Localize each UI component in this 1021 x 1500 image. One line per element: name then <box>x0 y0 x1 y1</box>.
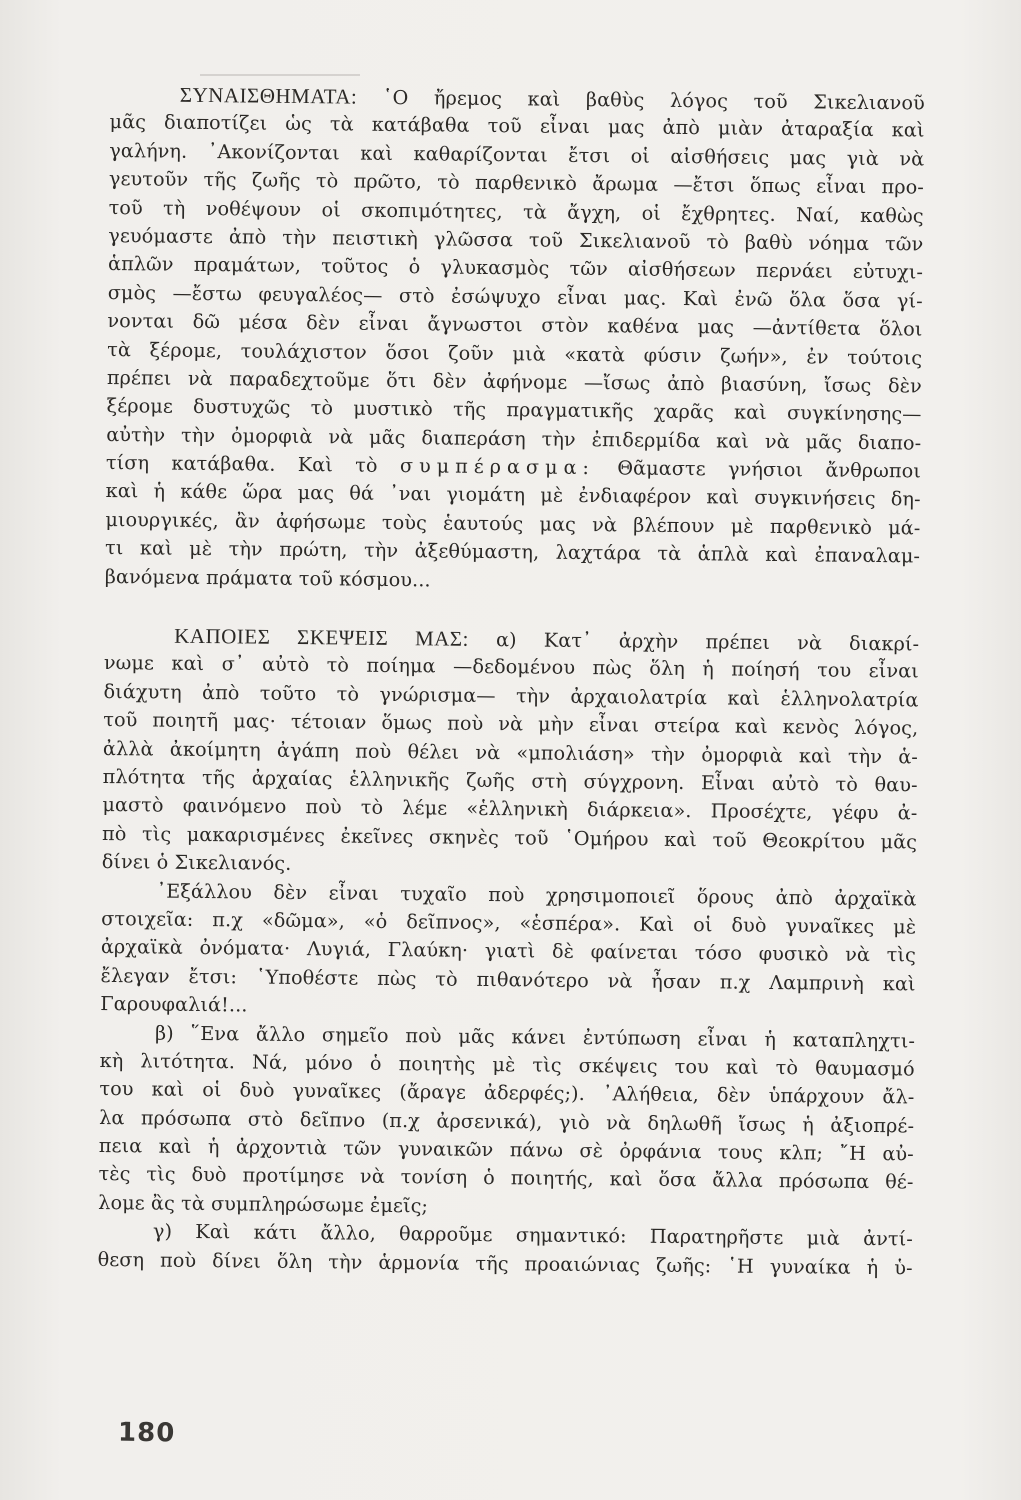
p3-line-2: στοιχεῖα: π.χ «δῶμα», «ὁ δεῖπνος», «ἑσπέρα». Καὶ οἱ δυὸ γυναῖκες μὲ <box>101 906 917 939</box>
p1-line-4: γευτοῦν τῆς ζωῆς τὸ πρῶτο, τὸ παρθενικὸ ἄρωμα —ἔτσι ὅπως εἶναι προ- <box>108 167 925 199</box>
emphasis-spaced-word: συμπέρασμα: <box>399 454 596 480</box>
p1-line-12: ξέρομε δυστυχῶς τὸ μυστικὸ τῆς πραγματικῆς χαρᾶς καὶ συγκίνησης— <box>106 394 922 426</box>
p2-heading: ΚΑΠΟΙΕΣ ΣΚΕΨΕΙΣ ΜΑΣ: <box>174 623 470 651</box>
p4-line-7: λομε ἂς τὰ συμπληρώσωμε ἐμεῖς; <box>98 1190 429 1218</box>
p1-line-11: πρέπει νὰ παραδεχτοῦμε ὅτι δὲν ἀφήνομε —ἴσως ἀπὸ βιασύνη, ἴσως δὲν <box>106 365 922 398</box>
p1-line-15: καὶ ἡ κάθε ὥρα μας θά ᾿ναι γιομάτη μὲ ἐνδιαφέρον καὶ συγκινήσεις δη- <box>105 479 921 511</box>
p2-line-3: διάχυτη ἀπὸ τοῦτο τὸ γνώρισμα— τὴν ἀρχαιολατρία καὶ ἑλληνολατρία <box>103 679 919 712</box>
p3-line-4: ἔλεγαν ἔτσι: ῾Υποθέστε πὼς τὸ πιθανότερο νὰ ἦσαν π.χ Λαμπρινὴ καὶ <box>100 963 916 996</box>
p2-line-5: ἀλλὰ ἀκοίμητη ἀγάπη ποὺ θέλει νὰ «μπολιάση» τὴν ὀμορφιὰ καὶ τὴν ἁ- <box>102 736 919 769</box>
p1-line-16: μιουργικές, ἂν ἀφήσωμε τοὺς ἑαυτούς μας νὰ βλέπουν μὲ παρθενικὸ μά- <box>105 507 921 540</box>
p4-line-2: κὴ λιτότητα. Νά, μόνο ὁ ποιητὴς μὲ τὶς σκέψεις του καὶ τὸ θαυμασμό <box>99 1048 915 1081</box>
p3-line-3: ἀρχαϊκὰ ὀνόματα· Λυγιά, Γλαύκη· γιατὶ δὲ φαίνεται τόσο φυσικὸ νὰ τὶς <box>100 935 916 967</box>
p1-line-13: αὐτὴν τὴν ὀμορφιὰ νὰ μᾶς διαπεράση τὴν ἐπιδερμίδα καὶ νὰ μᾶς διαπο- <box>106 422 922 455</box>
p1-heading: ΣΥΝΑΙΣΘΗΜΑΤΑ: <box>179 82 358 109</box>
page-number: 180 <box>117 1417 176 1449</box>
p1-line-14: τίση κατάβαθα. Καὶ τὸ συμπέρασμα: Θᾶμαστε γνήσιοι ἄνθρωποι <box>105 451 922 483</box>
p1-line-10: τὰ ξέρομε, τουλάχιστον ὅσοι ζοῦν μιὰ «κατὰ φύσιν ζωήν», ἐν τούτοις <box>107 337 923 370</box>
p2-line-7: μαστὸ φαινόμενο ποὺ τὸ λέμε «ἑλληνικὴ διάρκεια». Προσέχτε, γέφυ ἀ- <box>102 793 918 825</box>
p1-line-3: γαλήνη. ᾿Ακονίζονται καὶ καθαρίζονται ἔτσι οἱ αἰσθήσεις μας γιὰ νὰ <box>109 138 925 171</box>
p4-line-4: λα πρόσωπα στὸ δεῖπνο (π.χ ἀρσενικά), γιὸ νὰ δηλωθῆ ἴσως ἡ ἀξιοπρέ- <box>99 1105 915 1138</box>
p5-line-2: θεση ποὺ δίνει ὅλη τὴν ἁρμονία τῆς προαιώνιας ζωῆς: ῾Η γυναίκα ἡ ὑ- <box>97 1247 913 1280</box>
p5-line-1: γ) Καὶ κάτι ἄλλο, θαρροῦμε σημαντικό: Παρατηρῆστε μιὰ ἀντί- <box>152 1219 914 1251</box>
p1-line-5: τοῦ τὴ νοθέψουν οἱ σκοπιμότητες, τὰ ἄγχη, οἱ ἔχθρητες. Ναί, καθὼς <box>108 195 924 228</box>
p4-line-6: τὲς τὶς δυὸ προτίμησε νὰ τονίση ὁ ποιητής, καὶ ὅσα ἄλλα πρόσωπα θέ- <box>98 1162 914 1194</box>
p2-line-1: ΚΑΠΟΙΕΣ ΣΚΕΨΕΙΣ ΜΑΣ: α) Κατ᾿ ἀρχὴν πρέπει νὰ διακρί- <box>174 623 920 656</box>
p1-line-17: τι καὶ μὲ τὴν πρώτη, τὴν ἀξεθύμαστη, λαχτάρα τὰ ἁπλὰ καὶ ἐπαναλαμ- <box>104 536 921 568</box>
p4-line-3: του καὶ οἱ δυὸ γυναῖκες (ἄραγε ἀδερφές;). ᾿Αλήθεια, δὲν ὑπάρχουν ἄλ- <box>99 1077 915 1109</box>
p4-line-5: πεια καὶ ἡ ἀρχοντιὰ τῶν γυναικῶν πάνω σὲ ὀρφάνια τους κλπ; ῎Η αὐ- <box>98 1134 914 1166</box>
print-smudge <box>200 74 360 76</box>
p3-line-1: ᾿Εξάλλου δὲν εἶναι τυχαῖο ποὺ χρησιμοποιεῖ ὅρους ἀπὸ ἀρχαϊκὰ <box>156 879 917 911</box>
p1-line-7: ἁπλῶν πραμάτων, τοῦτος ὁ γλυκασμὸς τῶν αἰσθήσεων περνάει εὐτυχι- <box>107 252 924 284</box>
p2-line-2: νωμε καὶ σ᾿ αὐτὸ τὸ ποίημα —δεδομένου πὼς ὅλη ἡ ποίησή του εἶναι <box>103 651 919 683</box>
p1-line-1: ΣΥΝΑΙΣΘΗΜΑΤΑ: ῾Ο ἤρεμος καὶ βαθὺς λόγος τοῦ Σικελιανοῦ <box>179 82 925 115</box>
p1-line-6: γευόμαστε ἀπὸ τὴν πειστικὴ γλῶσσα τοῦ Σικελιανοῦ τὸ βαθὺ νόημα τῶν <box>108 223 924 256</box>
p3-line-5: Γαρουφαλιά!... <box>100 992 248 1017</box>
p2-line-8: πὸ τὶς μακαρισμένες ἐκεῖνες σκηνὲς τοῦ ῾Ομήρου καὶ τοῦ Θεοκρίτου μᾶς <box>101 821 918 854</box>
p1-line-9: νονται δῶ μέσα δὲν εἶναι ἄγνωστοι στὸν καθένα μας —ἀντίθετα ὅλοι <box>107 309 923 341</box>
p1-line-8: σμὸς —ἔστω φευγαλέος— στὸ ἐσώψυχο εἶναι μας. Καὶ ἐνῶ ὅλα ὅσα γί- <box>107 280 923 313</box>
p1-line-2: μᾶς διαποτίζει ὡς τὰ κατάβαθα τοῦ εἶναι μας ἀπὸ μιὰν ἀταραξία καὶ <box>109 110 925 142</box>
p2-line-6: πλότητα τῆς ἀρχαίας ἑλληνικῆς ζωῆς στὴ σύγχρονη. Εἶναι αὐτὸ τὸ θαυ- <box>102 764 918 797</box>
p1-line-18: βανόμενα πράματα τοῦ κόσμου... <box>104 564 431 592</box>
page-text <box>97 80 924 1282</box>
p2-line-4: τοῦ ποιητῆ μας· τέτοιαν ὅμως ποὺ νὰ μὴν εἶναι στείρα καὶ κενὸς λόγος, <box>103 708 919 740</box>
p4-line-1: β) ῞Ενα ἄλλο σημεῖο ποὺ μᾶς κάνει ἐντύπωση εἶναι ἡ καταπληχτι- <box>154 1021 916 1052</box>
p2-line-9: δίνει ὁ Σικελιανός. <box>101 850 292 876</box>
